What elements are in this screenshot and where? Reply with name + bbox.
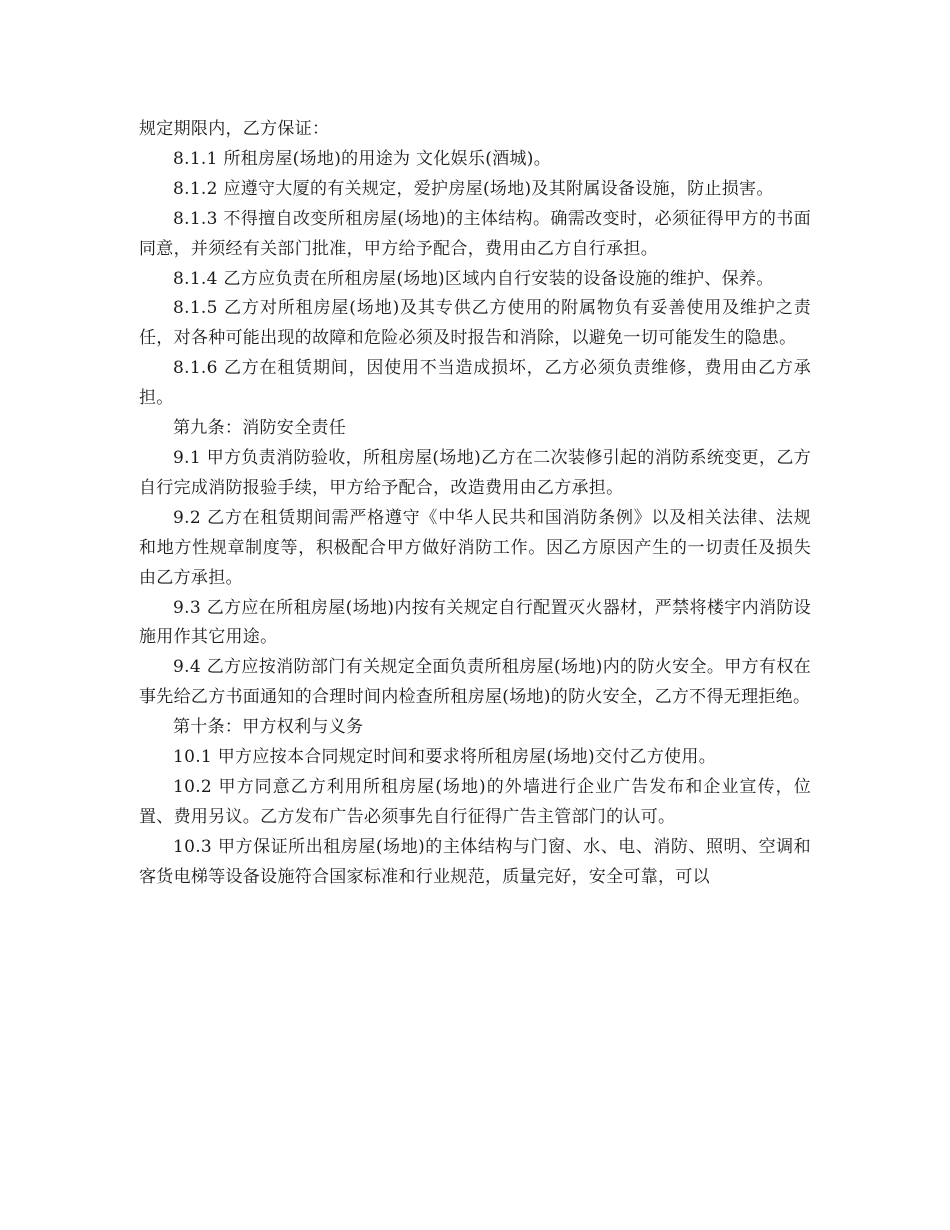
paragraph-8-1-3: 8.1.3 不得擅自改变所租房屋(场地)的主体结构。确需改变时，必须征得甲方的书面同意，并须经有关部门批准，甲方给予配合，费用由乙方自行承担。 <box>139 208 811 259</box>
paragraph-10-2: 10.2 甲方同意乙方利用所租房屋(场地)的外墙进行企业广告发布和企业宣传，位置、费用另议。乙方发布广告必须事先自行征得广告主管部门的认可。 <box>139 776 811 827</box>
paragraph-8-1-1: 8.1.1 所租房屋(场地)的用途为 文化娱乐(酒城)。 <box>173 148 551 169</box>
paragraph-8-1-2: 8.1.2 应遵守大厦的有关规定，爱护房屋(场地)及其附属设备设施，防止损害。 <box>173 178 774 199</box>
paragraph-10-3: 10.3 甲方保证所出租房屋(场地)的主体结构与门窗、水、电、消防、照明、空调和客货电梯等设备设施符合国家标准和行业规范，质量完好，安全可靠，可以 <box>139 836 811 887</box>
section-heading-article-10: 第十条：甲方权利与义务 <box>173 717 364 738</box>
paragraph-9-2: 9.2 乙方在租赁期间需严格遵守《中华人民共和国消防条例》以及相关法律、法规和地方性规章制度等，积极配合甲方做好消防工作。因乙方原因产生的一切责任及损失由乙方承担。 <box>139 507 811 588</box>
document-body <box>139 115 811 893</box>
paragraph-9-1: 9.1 甲方负责消防验收，所租房屋(场地)乙方在二次装修引起的消防系统变更，乙方自行完成消防报验手续，甲方给予配合，改造费用由乙方承担。 <box>139 447 811 498</box>
section-heading-article-9: 第九条：消防安全责任 <box>173 418 346 439</box>
paragraph-continuation: 规定期限内，乙方保证： <box>139 119 330 139</box>
paragraph-8-1-4: 8.1.4 乙方应负责在所租房屋(场地)区域内自行安装的设备设施的维护、保养。 <box>173 268 774 289</box>
paragraph-9-3: 9.3 乙方应在所租房屋(场地)内按有关规定自行配置灭火器材，严禁将楼宇内消防设施用作其它用途。 <box>139 597 811 648</box>
paragraph-8-1-5: 8.1.5 乙方对所租房屋(场地)及其专供乙方使用的附属物负有妥善使用及维护之责任，对各种可能出现的故障和危险必须及时报告和消除，以避免一切可能发生的隐患。 <box>139 298 811 349</box>
paragraph-8-1-6: 8.1.6 乙方在租赁期间，因使用不当造成损坏，乙方必须负责维修，费用由乙方承担。 <box>139 358 811 409</box>
paragraph-10-1: 10.1 甲方应按本合同规定时间和要求将所租房屋(场地)交付乙方使用。 <box>173 747 717 768</box>
paragraph-9-4: 9.4 乙方应按消防部门有关规定全面负责所租房屋(场地)内的防火安全。甲方有权在事先给乙方书面通知的合理时间内检查所租房屋(场地)的防火安全，乙方不得无理拒绝。 <box>139 657 811 708</box>
